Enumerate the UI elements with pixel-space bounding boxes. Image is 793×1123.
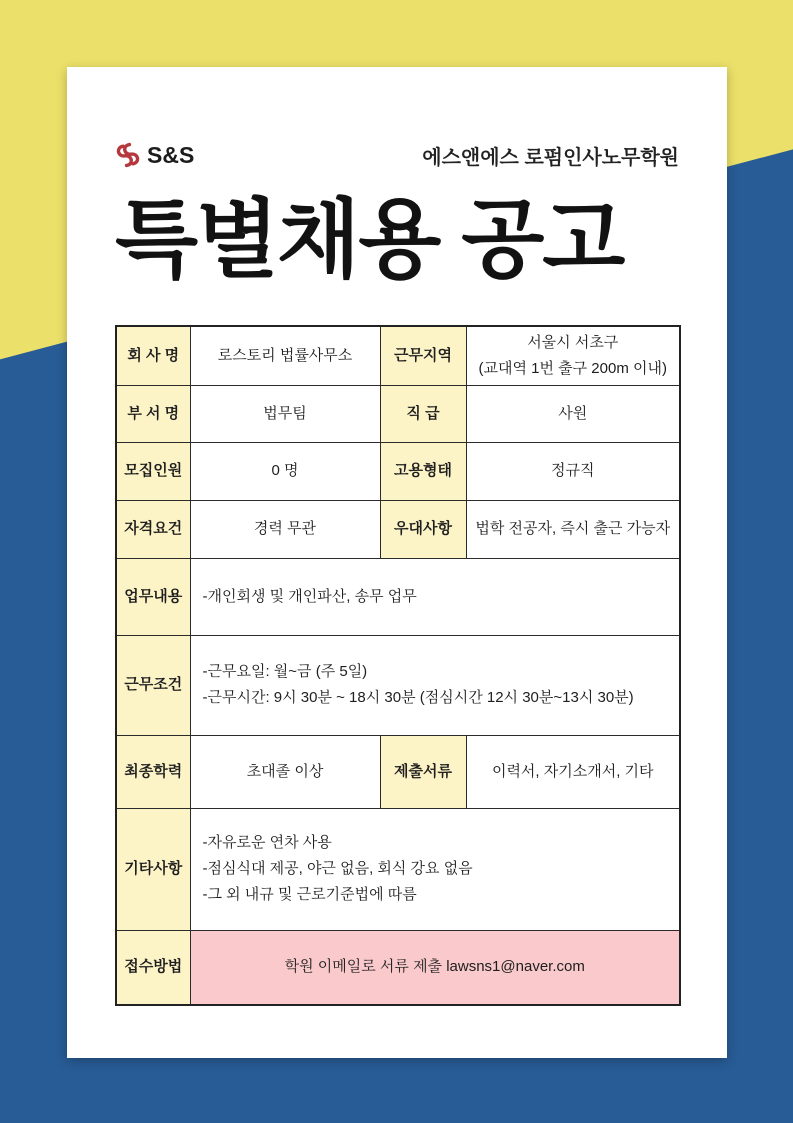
table-row-education: [116, 735, 680, 808]
value-job-duties: -개인회생 및 개인파산, 송무 업무: [190, 558, 680, 635]
label-documents: 제출서류: [380, 735, 466, 808]
label-job-duties: 업무내용: [116, 558, 190, 635]
value-line: -근무시간: 9시 30분 ~ 18시 30분 (점심시간 12시 30분~13시 30분): [202, 689, 634, 707]
table-row-work-conditions: [116, 635, 680, 735]
value-work-conditions: [190, 635, 680, 735]
label-preferred: 우대사항: [380, 500, 466, 558]
value-company: 로스토리 법률사무소: [190, 326, 380, 385]
label-company: 회 사 명: [116, 326, 190, 385]
table-row-other: [116, 808, 680, 930]
value-position: 사원: [466, 385, 680, 442]
table-row-job-duties: [116, 558, 680, 635]
value-apply-method: 학원 이메일로 서류 제출 lawsns1@naver.com: [190, 930, 680, 1005]
value-preferred: 법학 전공자, 즉시 출근 가능자: [466, 500, 680, 558]
label-headcount: 모집인원: [116, 442, 190, 500]
label-position: 직 급: [380, 385, 466, 442]
table-row-qualifications: [116, 500, 680, 558]
label-other: 기타사항: [116, 808, 190, 930]
value-line: -근무요일: 월~금 (주 5일): [202, 663, 368, 681]
logo-text: S&S: [147, 141, 195, 168]
value-line: -그 외 내규 및 근로기준법에 따름: [202, 886, 417, 904]
label-apply-method: 접수방법: [116, 930, 190, 1005]
value-education: 초대졸 이상: [190, 735, 380, 808]
label-department: 부 서 명: [116, 385, 190, 442]
poster-card: [67, 67, 727, 1058]
table-row-department: [116, 385, 680, 442]
table-row-company: [116, 326, 680, 385]
value-line: (교대역 1번 출구 200m 이내): [478, 360, 667, 378]
knot-icon: [112, 139, 144, 171]
label-qualifications: 자격요건: [116, 500, 190, 558]
poster-title: 특별채용 공고: [115, 192, 624, 288]
value-department: 법무팀: [190, 385, 380, 442]
value-line: 서울시 서초구: [527, 333, 619, 351]
value-line: -점심식대 제공, 야근 없음, 회식 강요 없음: [202, 860, 473, 878]
label-work-location: 근무지역: [380, 326, 466, 385]
value-line: -자유로운 연차 사용: [202, 833, 332, 851]
table-row-headcount: [116, 442, 680, 500]
value-documents: 이력서, 자기소개서, 기타: [466, 735, 680, 808]
value-employment-type: 정규직: [466, 442, 680, 500]
value-other: [190, 808, 680, 930]
label-employment-type: 고용형태: [380, 442, 466, 500]
academy-name: 에스앤에스 로펌인사노무학원: [422, 146, 679, 169]
logo: [115, 142, 194, 169]
label-education: 최종학력: [116, 735, 190, 808]
value-work-location: [466, 326, 680, 385]
poster-header: [115, 139, 679, 171]
table-row-apply-method: [116, 930, 680, 1005]
label-work-conditions: 근무조건: [116, 635, 190, 735]
value-qualifications: 경력 무관: [190, 500, 380, 558]
value-headcount: 0 명: [190, 442, 380, 500]
job-table: [115, 325, 681, 1006]
